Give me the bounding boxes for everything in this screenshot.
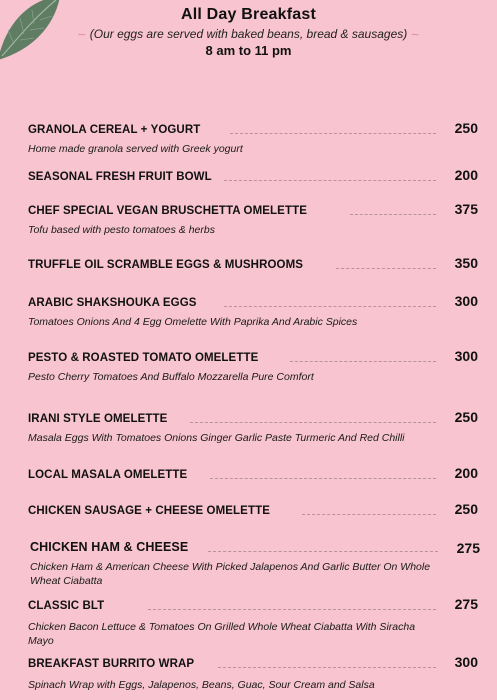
dot-leader xyxy=(290,361,436,362)
menu-subtitle xyxy=(0,27,497,41)
dot-leader xyxy=(218,667,436,668)
item-price: 250 xyxy=(454,120,478,136)
menu-item xyxy=(28,501,478,521)
menu-item xyxy=(28,167,478,187)
subtitle-text: (Our eggs are served with baked beans, bread & sausages) xyxy=(89,27,408,41)
item-name: PESTO & ROASTED TOMATO OMELETTE xyxy=(28,352,259,364)
item-price: 300 xyxy=(454,348,478,364)
dot-leader xyxy=(336,268,436,269)
item-price: 375 xyxy=(454,201,478,217)
menu-item xyxy=(28,293,478,329)
right-swash-icon: ∼ xyxy=(410,29,420,41)
item-description: Chicken Ham & American Cheese With Picked Jalapenos And Garlic Butter On Whole Wheat Ciabatta xyxy=(30,561,431,587)
item-name: SEASONAL FRESH FRUIT BOWL xyxy=(28,171,212,183)
item-name: CLASSIC BLT xyxy=(28,600,105,612)
item-price: 275 xyxy=(456,540,480,556)
dot-leader xyxy=(210,478,436,479)
item-name: CHICKEN SAUSAGE + CHEESE OMELETTE xyxy=(28,505,270,517)
menu-item xyxy=(28,409,478,445)
dot-leader xyxy=(208,551,438,552)
item-price: 300 xyxy=(454,654,478,670)
menu-item xyxy=(28,348,478,384)
item-price: 200 xyxy=(454,465,478,481)
item-name: BREAKFAST BURRITO WRAP xyxy=(28,658,195,670)
item-name: LOCAL MASALA OMELETTE xyxy=(28,469,188,481)
dot-leader xyxy=(224,180,436,181)
item-price: 200 xyxy=(454,167,478,183)
dot-leader xyxy=(190,422,436,423)
item-description: Masala Eggs With Tomatoes Onions Ginger Garlic Paste Turmeric And Red Chilli xyxy=(28,432,405,444)
menu-item xyxy=(28,465,478,485)
menu-item xyxy=(28,201,478,237)
item-description: Chicken Bacon Lettuce & Tomatoes On Grilled Whole Wheat Ciabatta With Siracha Mayo xyxy=(28,621,416,647)
dot-leader xyxy=(224,306,436,307)
item-description: Tomatoes Onions And 4 Egg Omelette With Paprika And Arabic Spices xyxy=(28,316,358,328)
dot-leader xyxy=(230,133,436,134)
item-price: 350 xyxy=(454,255,478,271)
item-description: Pesto Cherry Tomatoes And Buffalo Mozzarella Pure Comfort xyxy=(28,371,314,383)
item-name: GRANOLA CEREAL + YOGURT xyxy=(28,124,201,136)
left-swash-icon: ∼ xyxy=(77,29,87,41)
item-name: ARABIC SHAKSHOUKA EGGS xyxy=(28,297,197,309)
menu-item xyxy=(28,255,478,275)
menu-item xyxy=(28,120,478,156)
dot-leader xyxy=(350,214,436,215)
menu-item xyxy=(30,540,480,588)
menu-item xyxy=(28,654,478,692)
item-price: 275 xyxy=(454,596,478,612)
item-description: Home made granola served with Greek yogurt xyxy=(28,143,243,155)
item-name: TRUFFLE OIL SCRAMBLE EGGS & MUSHROOMS xyxy=(28,259,304,271)
item-price: 250 xyxy=(454,409,478,425)
serving-hours: 8 am to 11 pm xyxy=(205,43,292,58)
item-price: 250 xyxy=(454,501,478,517)
item-description: Tofu based with pesto tomatoes & herbs xyxy=(28,224,215,236)
dot-leader xyxy=(148,609,436,610)
page-title: All Day Breakfast xyxy=(180,6,317,23)
item-description: Spinach Wrap with Eggs, Jalapenos, Beans, Guac, Sour Cream and Salsa xyxy=(28,679,375,691)
item-name: CHEF SPECIAL VEGAN BRUSCHETTA OMELETTE xyxy=(28,205,307,217)
menu-item xyxy=(28,596,478,648)
item-name: CHICKEN HAM & CHEESE xyxy=(30,540,189,554)
item-name: IRANI STYLE OMELETTE xyxy=(28,413,168,425)
item-price: 300 xyxy=(454,293,478,309)
dot-leader xyxy=(302,514,436,515)
